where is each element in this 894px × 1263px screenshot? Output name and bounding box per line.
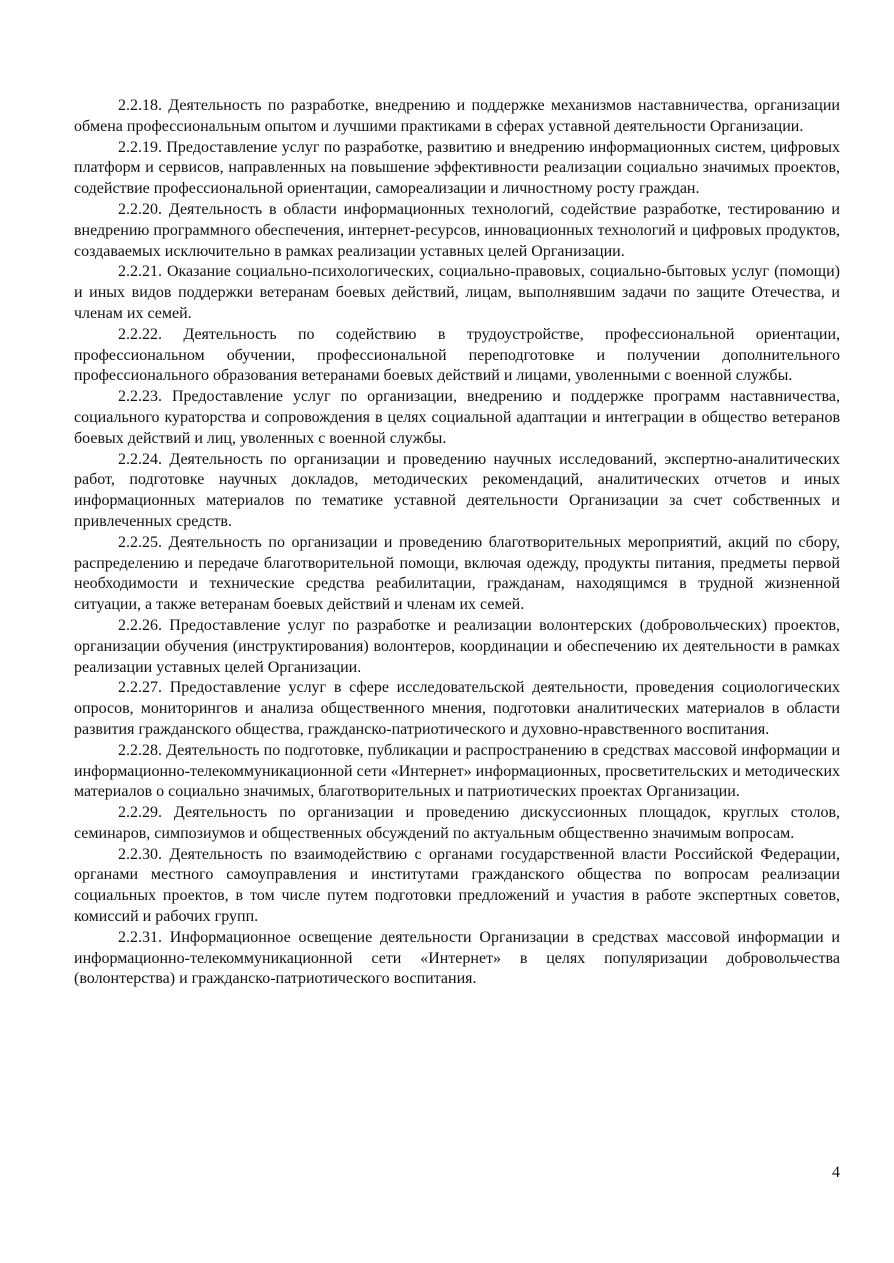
paragraph-2-2-24: 2.2.24. Деятельность по организации и проведению научных исследований, экспертно-аналитических работ, подготовке научных докладов, методических рекомендаций, аналитических отчетов и иных информационных материалов по тематике уставной деятельности Организации за счет собственных и привлеченных средств. <box>74 450 840 530</box>
paragraph-2-2-30: 2.2.30. Деятельность по взаимодействию с органами государственной власти Российской Федерации, органами местного самоуправления и институтами гражданского общества по вопросам реализации социальных проектов, в том числе путем подготовки предложений и участия в работе экспертных советов, комиссий и рабочих групп. <box>74 845 840 926</box>
paragraph-2-2-25: 2.2.25. Деятельность по организации и проведению благотворительных мероприятий, акций по сбору, распределению и передаче благотворительной помощи, включая одежду, продукты питания, предметы первой необходимости и технические средства реабилитации, гражданам, находящимся в трудной жизненной ситуации, а также ветеранам боевых действий и членам их семей. <box>74 533 840 614</box>
document-body <box>74 96 840 990</box>
paragraph-2-2-23: 2.2.23. Предоставление услуг по организации, внедрению и поддержке программ наставничества, социального кураторства и сопровождения в целях социальной адаптации и интеграции в общество ветеранов боевых действий и лиц, уволенных с военной службы. <box>74 388 840 447</box>
paragraph-2-2-26: 2.2.26. Предоставление услуг по разработке и реализации волонтерских (добровольческих) проектов, организации обучения (инструктирования) волонтеров, координации и обеспечению их деятельности в рамках реализации уставных целей Организации. <box>74 616 840 676</box>
paragraph-2-2-19: 2.2.19. Предоставление услуг по разработке, развитию и внедрению информационных систем, цифровых платформ и сервисов, направленных на повышение эффективности реализации социально значимых проектов, содействие профессиональной ориентации, самореализации и личностному росту граждан. <box>74 138 840 198</box>
paragraph-2-2-22: 2.2.22. Деятельность по содействию в трудоустройстве, профессиональной ориентации, профессиональном обучении, профессиональной переподготовке и получении дополнительного профессионального образования ветеранами боевых действий и лицами, уволенными с военной службы. <box>74 325 840 385</box>
paragraph-2-2-31: 2.2.31. Информационное освещение деятельности Организации в средствах массовой информации и информационно-телекоммуникационной сети «Интернет» в целях популяризации добровольчества (волонтерства) и гражданско-патриотического воспитания. <box>74 928 840 988</box>
paragraph-2-2-28: 2.2.28. Деятельность по подготовке, публикации и распространению в средствах массовой информации и информационно-телекоммуникационной сети «Интернет» информационных, просветительских и методических материалов о социально значимых, благотворительных и патриотических проектах Организации. <box>74 741 840 801</box>
paragraph-2-2-29: 2.2.29. Деятельность по организации и проведению дискуссионных площадок, круглых столов, семинаров, симпозиумов и общественных обсуждений по актуальным общественно значимым вопросам. <box>74 804 840 842</box>
page-number: 4 <box>832 1164 840 1181</box>
paragraph-2-2-20: 2.2.20. Деятельность в области информационных технологий, содействие разработке, тестированию и внедрению программного обеспечения, интернет-ресурсов, инновационных технологий и цифровых продуктов, создаваемых исключительно в рамках реализации уставных целей Организации. <box>74 200 840 260</box>
paragraph-2-2-18: 2.2.18. Деятельность по разработке, внедрению и поддержке механизмов наставничества, организации обмена профессиональным опытом и лучшими практиками в сферах уставной деятельности Организации. <box>74 97 840 135</box>
paragraph-2-2-27: 2.2.27. Предоставление услуг в сфере исследовательской деятельности, проведения социологических опросов, мониторингов и анализа общественного мнения, подготовки аналитических материалов в области развития гражданского общества, гражданско-патриотического и духовно-нравственного воспитания. <box>74 679 840 738</box>
paragraph-2-2-21: 2.2.21. Оказание социально-психологических, социально-правовых, социально-бытовых услуг (помощи) и иных видов поддержки ветеранам боевых действий, лицам, выполнявшим задачи по защите Отечества, и членам их семей. <box>74 263 840 322</box>
